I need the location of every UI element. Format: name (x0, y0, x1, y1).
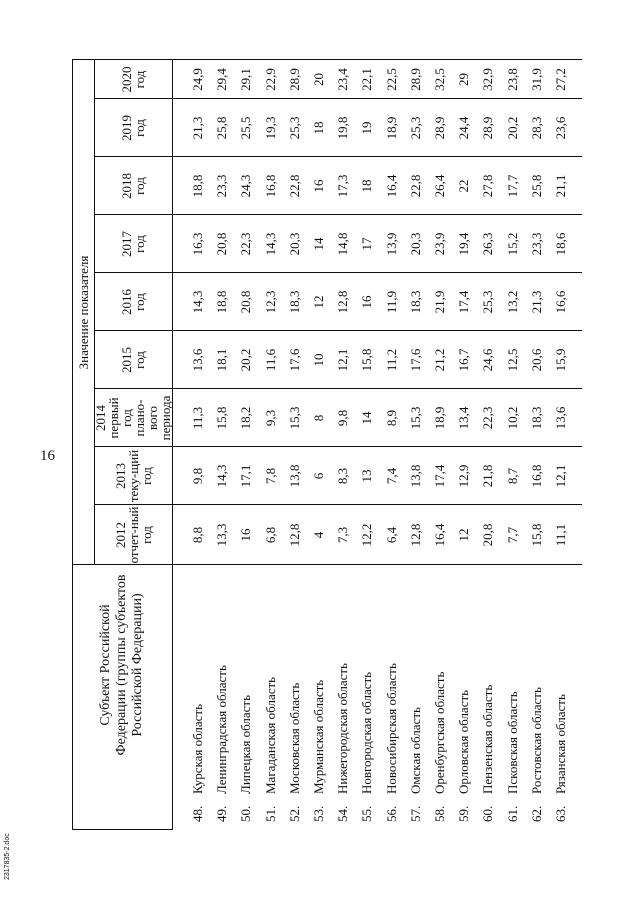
value-cell: 29 (456, 73, 472, 86)
row-number: 54. (335, 805, 351, 822)
value-cell: 15,2 (504, 232, 520, 256)
row-number: 50. (238, 805, 254, 822)
value-cell: 25,3 (286, 116, 302, 140)
value-cell: 7,4 (383, 467, 399, 485)
value-cell: 13,8 (286, 464, 302, 488)
value-cell: 23,3 (214, 174, 230, 198)
value-cell: 16,4 (383, 174, 399, 198)
value-cell: 16 (311, 179, 326, 193)
region-name: Рязанская область (553, 694, 568, 794)
value-cell: 13,4 (456, 406, 472, 430)
year-column-header: 2012 отчет-ный год (112, 506, 154, 564)
indicator-table (62, 60, 582, 830)
value-cell: 9,3 (262, 409, 278, 427)
value-cell: 17 (359, 237, 375, 251)
value-cell: 24,4 (456, 116, 472, 140)
row-number: 60. (480, 805, 496, 822)
indicator-group-header: Значение показателя (76, 255, 91, 370)
region-name: Новосибирская область (383, 663, 399, 794)
region-name: Ленинградская область (214, 665, 230, 794)
value-cell: 12,1 (553, 464, 568, 488)
region-name: Мурманская область (311, 679, 326, 794)
value-cell: 8,3 (335, 467, 351, 485)
value-cell: 20,8 (214, 232, 230, 256)
value-cell: 15,3 (407, 406, 423, 430)
value-cell: 18,3 (528, 406, 544, 430)
value-cell: 11,9 (383, 290, 399, 314)
value-cell: 17,7 (504, 174, 520, 198)
value-cell: 22,1 (359, 68, 375, 91)
value-cell: 18,2 (238, 406, 254, 430)
year-column-header: 2019 год (119, 115, 147, 141)
value-cell: 25,5 (238, 116, 254, 140)
value-cell: 17,4 (432, 464, 447, 488)
region-name: Липецкая область (238, 694, 254, 794)
row-number: 61. (504, 805, 520, 822)
value-cell: 23,3 (528, 232, 544, 256)
row-number: 51. (262, 805, 278, 822)
value-cell: 8,8 (190, 526, 205, 544)
value-cell: 22,8 (286, 174, 302, 198)
value-cell: 15,3 (286, 406, 302, 430)
value-cell: 12,5 (504, 348, 520, 372)
value-cell: 12 (311, 295, 326, 309)
value-cell: 18,9 (383, 116, 399, 140)
year-column-header: 2018 год (119, 173, 147, 199)
value-cell: 17,1 (238, 464, 254, 488)
value-cell: 28,9 (432, 116, 447, 140)
region-name: Ростовская область (528, 687, 544, 794)
value-cell: 16,3 (190, 232, 205, 256)
value-cell: 21,3 (190, 116, 205, 140)
value-cell: 16 (238, 528, 254, 542)
value-cell: 18,3 (286, 290, 302, 314)
value-cell: 14 (311, 237, 326, 251)
region-name: Нижегородская область (335, 663, 351, 794)
value-cell: 12,8 (286, 523, 302, 547)
value-cell: 32,5 (432, 68, 447, 91)
value-cell: 32,9 (480, 68, 496, 91)
rotated-table-container (62, 60, 582, 830)
value-cell: 18 (311, 121, 326, 135)
value-cell: 16,8 (528, 464, 544, 488)
row-number: 53. (311, 805, 326, 822)
value-cell: 11,1 (553, 523, 568, 547)
value-cell: 20,8 (480, 523, 496, 547)
value-cell: 12,9 (456, 464, 472, 488)
value-cell: 18,6 (553, 232, 568, 256)
row-number: 56. (383, 805, 399, 822)
value-cell: 10,2 (504, 406, 520, 430)
value-cell: 15,8 (528, 523, 544, 547)
value-cell: 18,8 (190, 174, 205, 198)
row-number: 52. (286, 805, 302, 822)
value-cell: 27,2 (553, 68, 568, 91)
value-cell: 15,8 (359, 348, 375, 372)
region-name: Орловская область (456, 689, 472, 794)
value-cell: 17,3 (335, 174, 351, 198)
value-cell: 28,3 (528, 116, 544, 140)
value-cell: 14 (359, 411, 375, 425)
value-cell: 24,6 (480, 348, 496, 372)
value-cell: 15,8 (214, 406, 230, 430)
value-cell: 21,8 (480, 464, 496, 488)
year-column-header: 2016 год (119, 289, 147, 315)
value-cell: 4 (311, 531, 326, 539)
row-number: 58. (432, 805, 447, 822)
region-name: Оренбургская область (432, 671, 447, 794)
value-cell: 14,3 (190, 290, 205, 314)
value-cell: 16,7 (456, 348, 472, 372)
value-cell: 17,6 (407, 348, 423, 372)
value-cell: 13,9 (383, 232, 399, 256)
value-cell: 18 (359, 179, 375, 193)
value-cell: 22,9 (262, 68, 278, 91)
year-column-header: 2013 теку-щий год (112, 449, 154, 503)
value-cell: 12,8 (335, 290, 351, 314)
value-cell: 22 (456, 179, 472, 193)
value-cell: 11,2 (383, 348, 399, 372)
value-cell: 16,6 (553, 290, 568, 314)
value-cell: 17,6 (286, 348, 302, 372)
value-cell: 18,9 (432, 406, 447, 430)
subject-column-header: Субъект Российской Федерации (группы субъектов Российской Федерации) (98, 574, 145, 756)
value-cell: 28,9 (286, 68, 302, 91)
value-cell: 22,3 (480, 406, 496, 430)
value-cell: 23,4 (335, 68, 351, 91)
row-number: 55. (359, 805, 375, 822)
value-cell: 19,4 (456, 232, 472, 256)
year-column-header: 2015 год (119, 347, 147, 373)
value-cell: 16 (359, 295, 375, 309)
value-cell: 25,8 (528, 174, 544, 198)
value-cell: 27,8 (480, 174, 496, 198)
row-number: 49. (214, 805, 230, 822)
value-cell: 8,9 (383, 409, 399, 427)
region-name: Омская область (407, 707, 423, 794)
document-footer: 2317835-2.doc (4, 833, 11, 880)
value-cell: 6,8 (262, 526, 278, 544)
value-cell: 11,6 (262, 348, 278, 372)
value-cell: 12,1 (335, 348, 351, 372)
value-cell: 20,2 (238, 348, 254, 372)
value-cell: 23,9 (432, 232, 447, 256)
value-cell: 10 (311, 353, 326, 367)
value-cell: 8,7 (504, 467, 520, 485)
page-number: 16 (40, 448, 55, 464)
region-name: Курская область (190, 703, 205, 794)
row-number: 59. (456, 805, 472, 822)
value-cell: 13,6 (190, 348, 205, 372)
value-cell: 12,8 (407, 523, 423, 547)
value-cell: 29,4 (214, 68, 230, 91)
value-cell: 9,8 (190, 467, 205, 485)
region-name: Псковская область (504, 691, 520, 794)
value-cell: 12 (456, 528, 472, 542)
value-cell: 16,8 (262, 174, 278, 198)
value-cell: 25,3 (480, 290, 496, 314)
value-cell: 23,8 (504, 68, 520, 91)
value-cell: 22,3 (238, 232, 254, 256)
value-cell: 21,1 (553, 174, 568, 198)
value-cell: 20,3 (286, 232, 302, 256)
value-cell: 24,3 (238, 174, 254, 198)
value-cell: 7,8 (262, 467, 278, 485)
value-cell: 18,8 (214, 290, 230, 314)
value-cell: 21,3 (528, 290, 544, 314)
region-name: Пензенская область (480, 684, 496, 794)
year-column-header: 2014 первый год плано-вого периода (93, 395, 173, 441)
value-cell: 20,2 (504, 116, 520, 140)
value-cell: 20,8 (238, 290, 254, 314)
value-cell: 7,7 (504, 526, 520, 544)
value-cell: 21,9 (432, 290, 447, 314)
value-cell: 11,3 (190, 406, 205, 430)
value-cell: 6,4 (383, 526, 399, 544)
value-cell: 6 (311, 472, 326, 480)
value-cell: 28,9 (480, 116, 496, 140)
value-cell: 26,3 (480, 232, 496, 256)
value-cell: 9,8 (335, 409, 351, 427)
value-cell: 13,3 (214, 523, 230, 547)
value-cell: 20,3 (407, 232, 423, 256)
value-cell: 26,4 (432, 174, 447, 198)
region-name: Магаданская область (262, 676, 278, 794)
value-cell: 22,8 (407, 174, 423, 198)
value-cell: 18,3 (407, 290, 423, 314)
row-number: 63. (553, 805, 568, 822)
value-cell: 14,3 (214, 464, 230, 488)
value-cell: 20,6 (528, 348, 544, 372)
value-cell: 8 (311, 414, 326, 422)
value-cell: 13,8 (407, 464, 423, 488)
region-name: Московская область (286, 682, 302, 794)
value-cell: 23,6 (553, 116, 568, 140)
value-cell: 25,8 (214, 116, 230, 140)
value-cell: 13,2 (504, 290, 520, 314)
value-cell: 17,4 (456, 290, 472, 314)
year-column-header: 2020 год (119, 66, 147, 93)
value-cell: 19,8 (335, 116, 351, 140)
region-name: Новгородская область (359, 671, 375, 794)
value-cell: 7,3 (335, 526, 351, 544)
value-cell: 14,3 (262, 232, 278, 256)
value-cell: 12,3 (262, 290, 278, 314)
value-cell: 18,1 (214, 348, 230, 372)
value-cell: 16,4 (432, 523, 447, 547)
value-cell: 19 (359, 121, 375, 135)
value-cell: 28,9 (407, 68, 423, 91)
value-cell: 29,1 (238, 68, 254, 91)
row-number: 57. (407, 805, 423, 822)
value-cell: 19,3 (262, 116, 278, 140)
value-cell: 22,5 (383, 68, 399, 91)
value-cell: 21,2 (432, 348, 447, 372)
value-cell: 15,9 (553, 348, 568, 372)
value-cell: 25,3 (407, 116, 423, 140)
year-column-header: 2017 год (119, 231, 147, 257)
value-cell: 13 (359, 469, 375, 483)
value-cell: 12,2 (359, 523, 375, 547)
value-cell: 14,8 (335, 232, 351, 256)
value-cell: 24,9 (190, 68, 205, 91)
row-number: 62. (528, 805, 544, 822)
value-cell: 13,6 (553, 406, 568, 430)
row-number: 48. (190, 805, 205, 822)
value-cell: 31,9 (528, 68, 544, 91)
value-cell: 20 (311, 73, 326, 86)
